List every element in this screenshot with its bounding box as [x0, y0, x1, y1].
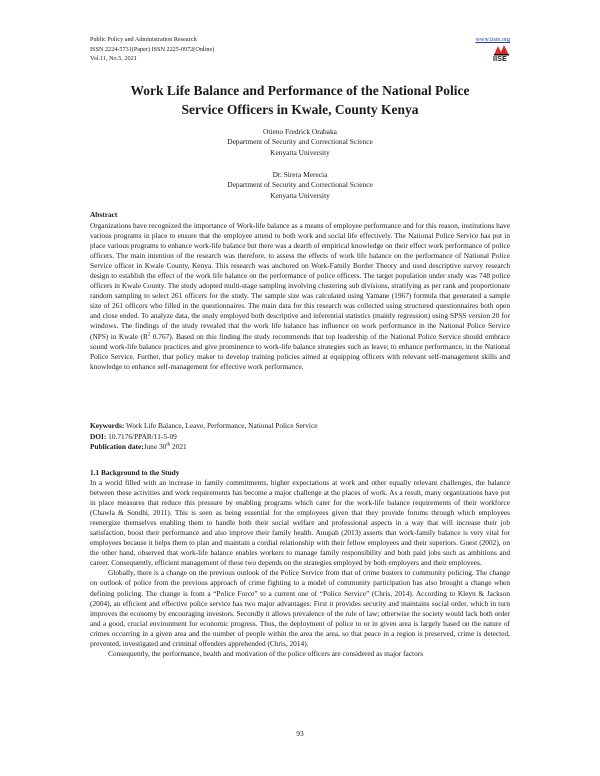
background-paragraph-1: In a world filled with an increase in family commitments, higher expectations at work and other equally relevant challenges, the balance between these activities and work requirements has become a major challenge at the places of work. As a result, many organizations have put in place measures that reduce this pressure by enabling programs which cater for the work-life balance requirements of their workforce (Chawla & Sondhi, 2011). This is seen as being essential for the employees given that they provide forums through which employees reenergize themselves enabling them to handle both their social welfare and professional aspects in a way that will increase their job satisfaction, boost their performance and also improve their family health. Anupah (2013) asserts that work-family balance is very vital for employees because it helps them to plan and maintain a cordial relationship with their fellow employees and their superiors. Guest (2002), on the other hand, observed that work-life balance enables workers to manage family responsibility and both paid jobs such as ambitions and career. Consequently, efficient management of these two depends on the strategies employed by both employers and their employees. — [90, 478, 510, 568]
author-name: Otieno Fredrick Orabaka — [263, 127, 337, 136]
title-line-1: Work Life Balance and Performance of the National Police — [130, 83, 470, 98]
publication-date-suffix: 2021 — [170, 442, 187, 451]
author-name: Dr. Sirera Merecia — [272, 170, 328, 179]
background-paragraph-3: Consequently, the performance, health and motivation of the police officers are considered as major factors — [108, 648, 424, 658]
keywords-label: Keywords: — [90, 421, 125, 430]
logo-text: IISE — [493, 56, 508, 63]
doi-line — [90, 432, 510, 442]
r-squared-superscript: 2 — [147, 332, 151, 338]
publication-date-prefix: June 30 — [143, 442, 167, 451]
keywords-line — [90, 421, 510, 431]
abstract-text-part2: 0.767). Based on this finding the study recommends that top leadership of the National Police Service should embrace sound work-life balance practices and give prominence to work-life balance strategies such as leave; to enhance performance, in the National Police Service. Further, that policy maker to develop training policies aimed at equipping officers with relevant self-management skills and knowledge to enhance self-management for effective work performance. — [90, 331, 510, 371]
publication-date-label: Publication date: — [90, 442, 144, 451]
author-department: Department of Security and Correctional Science — [227, 137, 373, 147]
abstract-heading: Abstract — [90, 210, 118, 219]
logo-mark-icon — [493, 44, 510, 56]
background-paragraph-2: Globally, there is a change on the previous outlook of the Police Service from that of crime busters to community policing. The change on outlook of police from the previous approach of crime fighting to a model of community participation has also brought a change when defining policing. The change is from a “Police Force” to a current one of “Police Service” (Chris, 2014). According to Kleyn & Jackson (2004), an efficient and effective police service has two major advantages: First it provides security and maintains social order, which in turn improves the economy by encouraging investors. Secondly it allows prevalence of the rule of law; otherwise the society would lack both order and a good, crucial environment for economic progress. Thus, the deployment of police to or in given area is largely based on the nature of crimes occurring in a given area and the number of people within the area the area, so that peace in a region is preserved, crime is detected, prevented, investigated and criminal offenders apprehended (Chris, 2014). — [90, 568, 510, 648]
publication-date-line — [90, 442, 510, 452]
journal-url-link[interactable]: www.iiste.org — [475, 36, 510, 43]
abstract-body — [90, 221, 510, 372]
background-heading: 1.1 Background to the Study — [90, 468, 180, 477]
iiste-logo — [493, 44, 510, 64]
volume-line: Vol.11, No.5, 2021 — [90, 55, 137, 63]
page-number: 93 — [296, 729, 304, 738]
issn-line: ISSN 2224-5731(Paper) ISSN 2225-0972(Online) — [90, 45, 215, 53]
author-institution: Kenyatta University — [270, 147, 330, 157]
author-department: Department of Security and Correctional Science — [227, 180, 373, 190]
title-line-2: Service Officers in Kwale, County Kenya — [181, 102, 419, 117]
keywords-value: Work Life Balance, Leave, Performance, National Police Service — [124, 421, 318, 430]
background-body — [90, 478, 510, 659]
abstract-text-part1: Organizations have recognized the importance of Work-life balance as a means of employee performance and for this reason, institutions have various programs in place to ensure that the employee attend to both work and social life effectively. The National Police Service has put in place various programs to enhance work-life balance but there was a dearth of empirical knowledge on their effect work performance of police officers. The main intention of the research was therefore, to assess the effects of work life balance on the performance of National Police Service officer in Kwale County, Kenya. This research was anchored on Work-Family Border Theory and used descriptive survey research design to establish the effect of the work life balance on the performance of police officers. The target population under study was 748 police officers in Kwale County. The study adopted multi-stage sampling involving clustering sub divisions, stratifying as per rank and proportionate random sampling to select 261 officers for the study. The sample size was calculated using Yamane (1967) formula that generated a sample size of 261 officers who filled in the questionnaires. The main data for this research was collected using structured questionnaires both open and close ended. To analyze data, the study employed both descriptive and inferential statistics (mainly regression) using SPSS version 20 for windows. The findings of the study revealed that the work life balance has influence on work performance in the National Police Service (NPS) in Kwale (R — [90, 221, 510, 341]
paper-title — [90, 81, 510, 119]
publication-date-sup: th — [166, 442, 171, 448]
journal-header — [90, 35, 510, 64]
author-block-2 — [90, 170, 510, 201]
author-institution: Kenyatta University — [270, 190, 330, 200]
journal-name: Public Policy and Administration Research — [90, 36, 197, 43]
author-block-1 — [90, 127, 510, 158]
doi-label: DOI: — [90, 432, 107, 441]
doi-value: 10.7176/PPAR/11-5-09 — [106, 432, 177, 441]
